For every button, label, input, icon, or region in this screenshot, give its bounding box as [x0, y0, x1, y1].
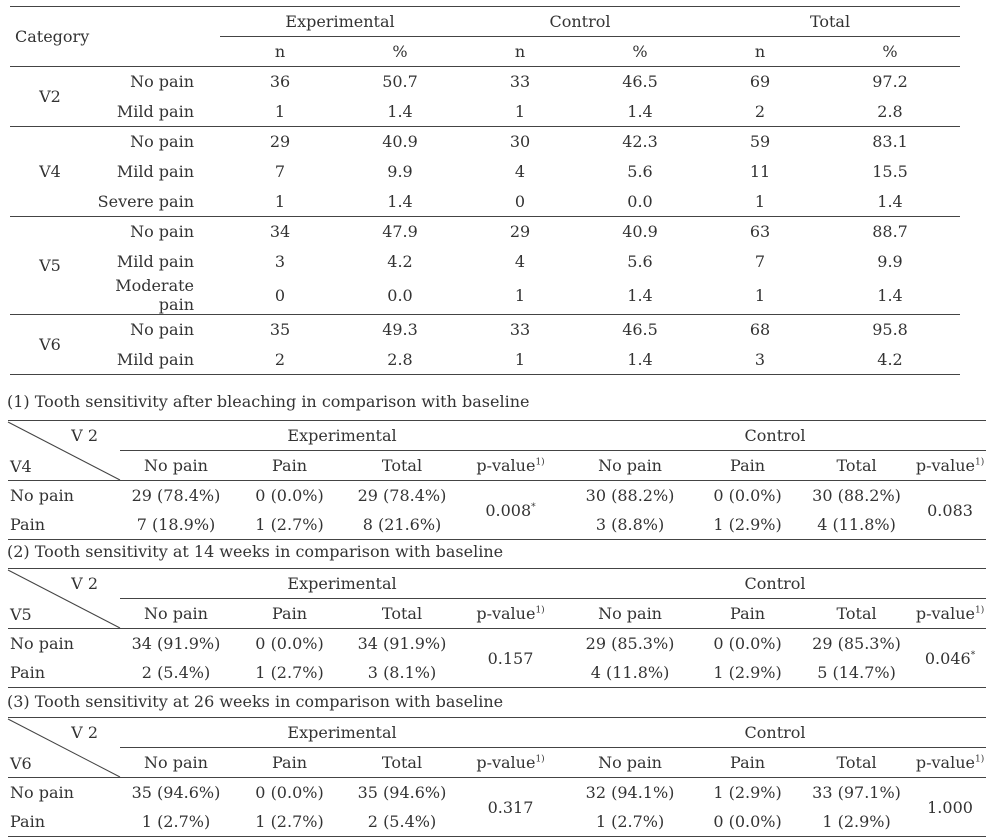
p-value-experimental	[457, 629, 564, 688]
table-cell: 30 (88.2%)	[585, 486, 675, 505]
table-row	[10, 97, 960, 127]
table-cell: 8 (21.6%)	[347, 510, 457, 540]
table-cell: 35	[220, 315, 340, 345]
table-cell: 1 (2.9%)	[713, 783, 782, 802]
row-label: Mild pain	[116, 251, 194, 271]
table-cell: 33	[509, 72, 531, 92]
table-cell: 35 (94.6%)	[131, 783, 221, 802]
table-cell: 0.0	[627, 191, 653, 211]
group-header-experimental: Experimental	[220, 7, 460, 37]
table-cell: 97.2	[872, 72, 908, 92]
table-row	[10, 276, 960, 315]
table-cell: 0 (0.0%)	[255, 783, 324, 802]
table-cell: 2 (5.4%)	[347, 807, 457, 837]
significance-mark: *	[531, 502, 536, 513]
table-cell: 1.4	[627, 285, 653, 305]
table-cell: 32 (94.1%)	[585, 783, 675, 802]
table-row	[10, 247, 960, 277]
sub-header-pvalue	[457, 599, 564, 629]
table-cell: 4	[514, 162, 526, 182]
table-cell: 30 (88.2%)	[812, 486, 901, 505]
p-value: 0.317	[487, 797, 534, 817]
corner-cell	[8, 718, 120, 778]
table-cell: 7	[754, 251, 766, 271]
table-cell: 33	[460, 315, 580, 345]
sub-header: No pain	[120, 451, 232, 481]
table-cell: 68	[700, 315, 820, 345]
p-value: 0.157	[487, 648, 534, 668]
table-cell: 1 (2.9%)	[696, 510, 799, 540]
subheader-row	[8, 748, 986, 778]
p-value-experimental	[457, 481, 564, 540]
caption-3: (3) Tooth sensitivity at 26 weeks in comparison with baseline	[7, 692, 504, 711]
row-label: Mild pain	[90, 345, 220, 375]
table-cell: 46.5	[622, 72, 658, 92]
sub-header-n: n	[700, 37, 820, 67]
corner-top-label: V 2	[71, 722, 98, 742]
table-cell: 9.9	[387, 162, 413, 182]
table-cell: 9.9	[877, 251, 903, 271]
table-cell: 2.8	[340, 345, 460, 375]
table-cell: 34	[220, 216, 340, 246]
sub-header-n: n	[220, 37, 340, 67]
table-row	[10, 127, 960, 157]
table-cell: 2.8	[877, 101, 903, 121]
table-cell: 4	[514, 251, 526, 271]
table-cell: 4 (11.8%)	[564, 658, 696, 688]
sub-header: Total	[799, 451, 914, 481]
table-cell: 3	[700, 345, 820, 375]
table-cell: 1.4	[580, 345, 700, 375]
sub-header-pvalue	[457, 451, 564, 481]
group-header-control: Control	[564, 569, 986, 599]
corner-bottom-label: V6	[10, 753, 32, 773]
table-cell: 1.4	[387, 101, 413, 121]
sub-header: No pain	[120, 748, 232, 778]
table-cell: 63	[700, 216, 820, 246]
table-cell: 29 (78.4%)	[131, 486, 221, 505]
table-cell: 11	[749, 162, 771, 182]
table-cell: 1 (2.7%)	[120, 807, 232, 837]
table-cell: 3	[274, 251, 286, 271]
sub-header: Pain	[696, 451, 799, 481]
row-label: Pain	[8, 807, 120, 837]
row-label: Mild pain	[116, 162, 194, 182]
section-label: V6	[10, 315, 90, 375]
table-cell: 0 (0.0%)	[255, 634, 324, 653]
pvalue-footnote: 1)	[535, 457, 545, 468]
table-cell: 40.9	[340, 127, 460, 157]
group-header-experimental: Experimental	[120, 569, 564, 599]
cross-table-14-weeks	[8, 568, 986, 688]
category-header: Category	[10, 7, 220, 67]
group-header-experimental: Experimental	[120, 718, 564, 748]
p-value: 0.083	[927, 500, 973, 520]
table-cell: 1	[460, 345, 580, 375]
row-label: Pain	[8, 658, 120, 688]
sub-header: No pain	[120, 599, 232, 629]
row-label: No pain	[10, 634, 74, 653]
sub-header-n: n	[460, 37, 580, 67]
group-header-total: Total	[700, 7, 960, 37]
pvalue-label: p-value	[476, 753, 536, 772]
sub-header-pvalue	[914, 451, 986, 481]
cross-table-26-weeks	[8, 717, 986, 837]
corner-box	[8, 422, 120, 480]
row-label: No pain	[130, 72, 194, 92]
sub-header: Pain	[232, 599, 347, 629]
sub-header-pct: %	[580, 37, 700, 67]
row-label: No pain	[10, 486, 74, 505]
row-label: Mild pain	[116, 101, 194, 121]
table-row	[8, 778, 986, 808]
pvalue-footnote: 1)	[974, 605, 985, 616]
table-cell: 4 (11.8%)	[799, 510, 914, 540]
pvalue-footnote: 1)	[974, 754, 985, 765]
table-cell: 0 (0.0%)	[255, 486, 324, 505]
sub-header: No pain	[564, 748, 696, 778]
table-row	[10, 157, 960, 187]
pvalue-label: p-value	[915, 604, 975, 623]
table-cell: 2	[220, 345, 340, 375]
sub-header-pvalue	[457, 748, 564, 778]
pvalue-footnote: 1)	[535, 754, 545, 765]
table-cell: 34 (91.9%)	[357, 634, 447, 653]
table-row	[10, 216, 960, 246]
p-value-experimental	[457, 778, 564, 837]
sub-header: No pain	[564, 599, 696, 629]
table-row	[8, 629, 986, 659]
table-cell: 46.5	[580, 315, 700, 345]
corner-cell	[8, 421, 120, 481]
table-cell: 34 (91.9%)	[131, 634, 221, 653]
table-cell: 1	[274, 191, 286, 211]
p-value-control	[914, 778, 986, 837]
table-cell: 7	[274, 162, 286, 182]
table-cell: 1.4	[877, 285, 903, 305]
table-cell: 1 (2.7%)	[232, 807, 347, 837]
table-row	[10, 345, 960, 375]
table-cell: 1.4	[877, 191, 903, 211]
sub-header: Total	[347, 748, 457, 778]
table-cell: 1	[274, 101, 286, 121]
sub-header: No pain	[564, 451, 696, 481]
pvalue-footnote: 1)	[974, 457, 985, 468]
table-cell: 1	[754, 191, 766, 211]
significance-mark: *	[970, 650, 976, 661]
table-cell: 0 (0.0%)	[713, 634, 782, 653]
sub-header-pvalue	[914, 599, 986, 629]
group-header-control: Control	[460, 7, 700, 37]
row-label: Moderate pain	[115, 276, 194, 315]
corner-cell	[8, 569, 120, 629]
pvalue-label: p-value	[476, 604, 536, 623]
corner-box	[8, 719, 120, 777]
sub-header-pvalue	[914, 748, 986, 778]
table-cell: 29 (85.3%)	[585, 634, 675, 653]
p-value: 0.008	[485, 500, 532, 520]
caption-2: (2) Tooth sensitivity at 14 weeks in comparison with baseline	[7, 542, 504, 561]
subheader-row	[8, 451, 986, 481]
table-cell: 7 (18.9%)	[120, 510, 232, 540]
corner-bottom-label: V5	[10, 604, 32, 624]
p-value: 0.046	[924, 648, 971, 668]
sub-header-pct: %	[820, 37, 960, 67]
table-cell: 1 (2.7%)	[232, 658, 347, 688]
table-cell: 1 (2.9%)	[799, 807, 914, 837]
table-cell: 2 (5.4%)	[120, 658, 232, 688]
table-cell: 2	[754, 101, 766, 121]
sub-header: Pain	[696, 748, 799, 778]
table-cell: 30	[460, 127, 580, 157]
p-value-control	[914, 481, 986, 540]
table-cell: 1	[754, 285, 766, 305]
sub-header: Total	[347, 599, 457, 629]
table-cell: 5.6	[627, 162, 653, 182]
pvalue-label: p-value	[476, 456, 536, 475]
table-row	[8, 481, 986, 511]
p-value: 1.000	[927, 797, 973, 817]
table-cell: 29	[220, 127, 340, 157]
table-cell: 95.8	[820, 315, 960, 345]
table-cell: 47.9	[340, 216, 460, 246]
group-header-experimental: Experimental	[120, 421, 564, 451]
table-cell: 0	[274, 285, 286, 305]
table-cell: 88.7	[820, 216, 960, 246]
caption-1: (1) Tooth sensitivity after bleaching in comparison with baseline	[7, 392, 530, 411]
corner-box	[8, 570, 120, 628]
pvalue-label: p-value	[915, 753, 975, 772]
table-cell: 15.5	[872, 162, 908, 182]
section-label: V2	[39, 87, 61, 107]
table-row	[10, 67, 960, 97]
table-cell: 0	[514, 191, 526, 211]
cross-table-after-bleaching	[8, 420, 986, 540]
row-label: No pain	[90, 127, 220, 157]
table-cell: 4.2	[387, 251, 413, 271]
pvalue-label: p-value	[915, 456, 975, 475]
table-cell: 33 (97.1%)	[812, 783, 901, 802]
table-cell: 3 (8.8%)	[564, 510, 696, 540]
table-cell: 50.7	[382, 72, 418, 92]
sub-header-pct: %	[340, 37, 460, 67]
sensitivity-summary-table	[10, 6, 960, 375]
sub-header: Total	[347, 451, 457, 481]
row-label: Pain	[8, 510, 120, 540]
table-cell: 1 (2.7%)	[232, 510, 347, 540]
table-cell: 4.2	[820, 345, 960, 375]
row-label: Severe pain	[97, 191, 194, 211]
table-cell: 1.4	[627, 101, 653, 121]
sub-header: Total	[799, 599, 914, 629]
table-cell: 5.6	[627, 251, 653, 271]
table-cell: 1 (2.9%)	[696, 658, 799, 688]
sub-header: Total	[799, 748, 914, 778]
corner-top-label: V 2	[71, 425, 98, 445]
pvalue-footnote: 1)	[535, 605, 545, 616]
subheader-row	[8, 599, 986, 629]
sub-header: Pain	[696, 599, 799, 629]
sub-header: Pain	[232, 451, 347, 481]
table-cell: 35 (94.6%)	[357, 783, 447, 802]
table-cell: 5 (14.7%)	[799, 658, 914, 688]
row-label: No pain	[10, 783, 74, 802]
table-cell: 36	[269, 72, 291, 92]
table-cell: 1 (2.7%)	[564, 807, 696, 837]
table-cell: 29	[460, 216, 580, 246]
row-label: No pain	[90, 216, 220, 246]
table-cell: 1	[514, 285, 526, 305]
table-cell: 1	[514, 101, 526, 121]
header-row	[8, 421, 986, 451]
header-row	[8, 569, 986, 599]
table-cell: 40.9	[580, 216, 700, 246]
group-header-control: Control	[564, 421, 986, 451]
table-cell: 0.0	[387, 285, 413, 305]
table-cell: 69	[749, 72, 771, 92]
table-cell: 0 (0.0%)	[713, 486, 782, 505]
table-cell: 83.1	[820, 127, 960, 157]
table-cell: 29 (85.3%)	[812, 634, 901, 653]
group-header-control: Control	[564, 718, 986, 748]
table-cell: 29 (78.4%)	[357, 486, 447, 505]
corner-top-label: V 2	[71, 573, 98, 593]
section-label: V5	[10, 216, 90, 314]
header-row	[8, 718, 986, 748]
row-label: No pain	[90, 315, 220, 345]
table-cell: 59	[700, 127, 820, 157]
corner-bottom-label: V4	[10, 456, 32, 476]
table-cell: 42.3	[580, 127, 700, 157]
table-cell: 3 (8.1%)	[347, 658, 457, 688]
section-label: V4	[10, 127, 90, 217]
table-row	[10, 186, 960, 216]
table-row	[10, 315, 960, 345]
table-cell: 0 (0.0%)	[696, 807, 799, 837]
p-value-control	[914, 629, 986, 688]
sub-header: Pain	[232, 748, 347, 778]
table-cell: 1.4	[387, 191, 413, 211]
table-cell: 49.3	[340, 315, 460, 345]
